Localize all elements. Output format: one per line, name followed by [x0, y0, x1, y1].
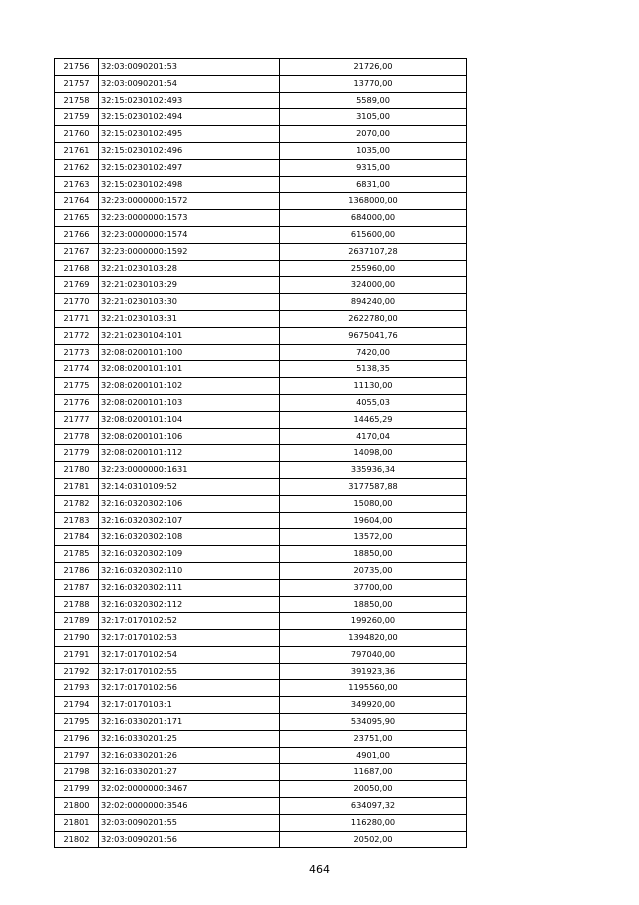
table-row	[55, 613, 467, 630]
row-number-cell: 21799	[55, 781, 99, 798]
table-row	[55, 781, 467, 798]
cadastral-number-cell: 32:03:0090201:54	[99, 75, 280, 92]
table-row	[55, 378, 467, 395]
cadastral-value-cell: 1368000,00	[280, 193, 467, 210]
cadastral-number-cell: 32:17:0170102:52	[99, 613, 280, 630]
row-number-cell: 21764	[55, 193, 99, 210]
table-row	[55, 730, 467, 747]
cadastral-value-cell: 14098,00	[280, 445, 467, 462]
cadastral-value-cell: 20050,00	[280, 781, 467, 798]
table-row	[55, 126, 467, 143]
cadastral-number-cell: 32:14:0310109:52	[99, 478, 280, 495]
row-number-cell: 21789	[55, 613, 99, 630]
table-row	[55, 428, 467, 445]
table-row	[55, 562, 467, 579]
table-row	[55, 159, 467, 176]
cadastral-value-cell: 894240,00	[280, 294, 467, 311]
row-number-cell: 21787	[55, 579, 99, 596]
table-row	[55, 495, 467, 512]
table-row	[55, 109, 467, 126]
row-number-cell: 21802	[55, 831, 99, 848]
table-row	[55, 210, 467, 227]
table-row	[55, 445, 467, 462]
row-number-cell: 21771	[55, 310, 99, 327]
table-row	[55, 680, 467, 697]
cadastral-number-cell: 32:17:0170102:56	[99, 680, 280, 697]
cadastral-value-cell: 2070,00	[280, 126, 467, 143]
cadastral-number-cell: 32:16:0320302:111	[99, 579, 280, 596]
cadastral-number-cell: 32:15:0230102:498	[99, 176, 280, 193]
cadastral-value-cell: 20502,00	[280, 831, 467, 848]
table-row	[55, 630, 467, 647]
row-number-cell: 21772	[55, 327, 99, 344]
cadastral-number-cell: 32:15:0230102:496	[99, 142, 280, 159]
row-number-cell: 21780	[55, 462, 99, 479]
row-number-cell: 21768	[55, 260, 99, 277]
table-row	[55, 310, 467, 327]
cadastral-value-table	[54, 58, 467, 848]
cadastral-number-cell: 32:03:0090201:53	[99, 59, 280, 76]
cadastral-number-cell: 32:02:0000000:3467	[99, 781, 280, 798]
cadastral-number-cell: 32:03:0090201:56	[99, 831, 280, 848]
cadastral-value-cell: 5589,00	[280, 92, 467, 109]
cadastral-value-cell: 349920,00	[280, 697, 467, 714]
cadastral-value-cell: 20735,00	[280, 562, 467, 579]
cadastral-number-cell: 32:16:0330201:171	[99, 714, 280, 731]
row-number-cell: 21767	[55, 243, 99, 260]
cadastral-value-cell: 684000,00	[280, 210, 467, 227]
cadastral-number-cell: 32:08:0200101:112	[99, 445, 280, 462]
row-number-cell: 21786	[55, 562, 99, 579]
cadastral-number-cell: 32:16:0320302:108	[99, 529, 280, 546]
table-row	[55, 193, 467, 210]
cadastral-value-cell: 9675041,76	[280, 327, 467, 344]
cadastral-number-cell: 32:16:0330201:25	[99, 730, 280, 747]
cadastral-value-cell: 15080,00	[280, 495, 467, 512]
cadastral-value-cell: 11130,00	[280, 378, 467, 395]
cadastral-value-cell: 18850,00	[280, 596, 467, 613]
page-number: 464	[309, 863, 330, 876]
cadastral-value-cell: 335936,34	[280, 462, 467, 479]
cadastral-number-cell: 32:08:0200101:103	[99, 394, 280, 411]
cadastral-value-cell: 2637107,28	[280, 243, 467, 260]
cadastral-value-cell: 4170,04	[280, 428, 467, 445]
cadastral-number-cell: 32:21:0230104:101	[99, 327, 280, 344]
cadastral-value-cell: 615600,00	[280, 226, 467, 243]
table-row	[55, 663, 467, 680]
cadastral-number-cell: 32:21:0230103:30	[99, 294, 280, 311]
cadastral-value-cell: 6831,00	[280, 176, 467, 193]
table-row	[55, 92, 467, 109]
table-row	[55, 394, 467, 411]
cadastral-value-cell: 19604,00	[280, 512, 467, 529]
cadastral-number-cell: 32:17:0170102:55	[99, 663, 280, 680]
row-number-cell: 21793	[55, 680, 99, 697]
table-row	[55, 361, 467, 378]
cadastral-number-cell: 32:15:0230102:495	[99, 126, 280, 143]
table-row	[55, 176, 467, 193]
table-row	[55, 243, 467, 260]
table-row	[55, 260, 467, 277]
row-number-cell: 21796	[55, 730, 99, 747]
table-row	[55, 344, 467, 361]
cadastral-number-cell: 32:16:0320302:107	[99, 512, 280, 529]
table-row	[55, 764, 467, 781]
cadastral-value-cell: 37700,00	[280, 579, 467, 596]
cadastral-number-cell: 32:02:0000000:3546	[99, 798, 280, 815]
row-number-cell: 21777	[55, 411, 99, 428]
cadastral-value-cell: 1195560,00	[280, 680, 467, 697]
cadastral-value-cell: 1394820,00	[280, 630, 467, 647]
table-row	[55, 814, 467, 831]
cadastral-number-cell: 32:21:0230103:31	[99, 310, 280, 327]
table-row	[55, 529, 467, 546]
row-number-cell: 21774	[55, 361, 99, 378]
cadastral-value-cell: 4901,00	[280, 747, 467, 764]
table-row	[55, 327, 467, 344]
row-number-cell: 21781	[55, 478, 99, 495]
row-number-cell: 21792	[55, 663, 99, 680]
table-body	[55, 59, 467, 848]
cadastral-value-cell: 199260,00	[280, 613, 467, 630]
table-row	[55, 226, 467, 243]
table-row	[55, 831, 467, 848]
cadastral-number-cell: 32:15:0230102:493	[99, 92, 280, 109]
cadastral-number-cell: 32:16:0330201:26	[99, 747, 280, 764]
cadastral-value-cell: 4055,03	[280, 394, 467, 411]
row-number-cell: 21756	[55, 59, 99, 76]
cadastral-value-cell: 5138,35	[280, 361, 467, 378]
cadastral-number-cell: 32:23:0000000:1574	[99, 226, 280, 243]
row-number-cell: 21784	[55, 529, 99, 546]
row-number-cell: 21800	[55, 798, 99, 815]
row-number-cell: 21791	[55, 646, 99, 663]
row-number-cell: 21785	[55, 546, 99, 563]
row-number-cell: 21758	[55, 92, 99, 109]
row-number-cell: 21763	[55, 176, 99, 193]
cadastral-value-cell: 3105,00	[280, 109, 467, 126]
row-number-cell: 21762	[55, 159, 99, 176]
row-number-cell: 21775	[55, 378, 99, 395]
table-row	[55, 646, 467, 663]
row-number-cell: 21788	[55, 596, 99, 613]
table-row	[55, 714, 467, 731]
cadastral-number-cell: 32:23:0000000:1631	[99, 462, 280, 479]
cadastral-value-cell: 324000,00	[280, 277, 467, 294]
cadastral-number-cell: 32:23:0000000:1573	[99, 210, 280, 227]
cadastral-value-cell: 797040,00	[280, 646, 467, 663]
cadastral-value-cell: 13572,00	[280, 529, 467, 546]
cadastral-number-cell: 32:08:0200101:100	[99, 344, 280, 361]
row-number-cell: 21766	[55, 226, 99, 243]
cadastral-value-cell: 3177587,88	[280, 478, 467, 495]
cadastral-number-cell: 32:03:0090201:55	[99, 814, 280, 831]
row-number-cell: 21760	[55, 126, 99, 143]
row-number-cell: 21790	[55, 630, 99, 647]
table-row	[55, 512, 467, 529]
cadastral-number-cell: 32:17:0170102:53	[99, 630, 280, 647]
cadastral-value-cell: 9315,00	[280, 159, 467, 176]
row-number-cell: 21782	[55, 495, 99, 512]
cadastral-value-cell: 13770,00	[280, 75, 467, 92]
cadastral-value-cell: 11687,00	[280, 764, 467, 781]
cadastral-number-cell: 32:16:0320302:109	[99, 546, 280, 563]
cadastral-number-cell: 32:15:0230102:494	[99, 109, 280, 126]
row-number-cell: 21765	[55, 210, 99, 227]
cadastral-number-cell: 32:17:0170102:54	[99, 646, 280, 663]
cadastral-number-cell: 32:08:0200101:101	[99, 361, 280, 378]
row-number-cell: 21801	[55, 814, 99, 831]
cadastral-value-cell: 1035,00	[280, 142, 467, 159]
cadastral-number-cell: 32:21:0230103:28	[99, 260, 280, 277]
row-number-cell: 21770	[55, 294, 99, 311]
cadastral-value-cell: 2622780,00	[280, 310, 467, 327]
row-number-cell: 21779	[55, 445, 99, 462]
table-row	[55, 462, 467, 479]
row-number-cell: 21773	[55, 344, 99, 361]
cadastral-number-cell: 32:16:0320302:110	[99, 562, 280, 579]
table-row	[55, 697, 467, 714]
table-row	[55, 411, 467, 428]
row-number-cell: 21795	[55, 714, 99, 731]
table-row	[55, 747, 467, 764]
cadastral-number-cell: 32:15:0230102:497	[99, 159, 280, 176]
cadastral-number-cell: 32:23:0000000:1592	[99, 243, 280, 260]
table-row	[55, 142, 467, 159]
cadastral-value-cell: 18850,00	[280, 546, 467, 563]
row-number-cell: 21778	[55, 428, 99, 445]
cadastral-value-cell: 634097,32	[280, 798, 467, 815]
table-row	[55, 798, 467, 815]
cadastral-number-cell: 32:08:0200101:104	[99, 411, 280, 428]
table-row	[55, 579, 467, 596]
row-number-cell: 21761	[55, 142, 99, 159]
cadastral-number-cell: 32:21:0230103:29	[99, 277, 280, 294]
table-row	[55, 277, 467, 294]
cadastral-value-cell: 23751,00	[280, 730, 467, 747]
table-row	[55, 59, 467, 76]
cadastral-value-cell: 14465,29	[280, 411, 467, 428]
cadastral-value-cell: 534095,90	[280, 714, 467, 731]
row-number-cell: 21797	[55, 747, 99, 764]
table-row	[55, 546, 467, 563]
cadastral-number-cell: 32:17:0170103:1	[99, 697, 280, 714]
cadastral-value-cell: 7420,00	[280, 344, 467, 361]
row-number-cell: 21798	[55, 764, 99, 781]
cadastral-number-cell: 32:08:0200101:106	[99, 428, 280, 445]
cadastral-number-cell: 32:23:0000000:1572	[99, 193, 280, 210]
cadastral-value-cell: 255960,00	[280, 260, 467, 277]
row-number-cell: 21776	[55, 394, 99, 411]
cadastral-value-cell: 21726,00	[280, 59, 467, 76]
cadastral-number-cell: 32:16:0320302:112	[99, 596, 280, 613]
cadastral-value-cell: 116280,00	[280, 814, 467, 831]
table-row	[55, 596, 467, 613]
cadastral-number-cell: 32:16:0330201:27	[99, 764, 280, 781]
cadastral-value-cell: 391923,36	[280, 663, 467, 680]
row-number-cell: 21794	[55, 697, 99, 714]
table-row	[55, 478, 467, 495]
table-row	[55, 294, 467, 311]
row-number-cell: 21757	[55, 75, 99, 92]
row-number-cell: 21759	[55, 109, 99, 126]
cadastral-number-cell: 32:16:0320302:106	[99, 495, 280, 512]
row-number-cell: 21769	[55, 277, 99, 294]
cadastral-number-cell: 32:08:0200101:102	[99, 378, 280, 395]
row-number-cell: 21783	[55, 512, 99, 529]
table-row	[55, 75, 467, 92]
